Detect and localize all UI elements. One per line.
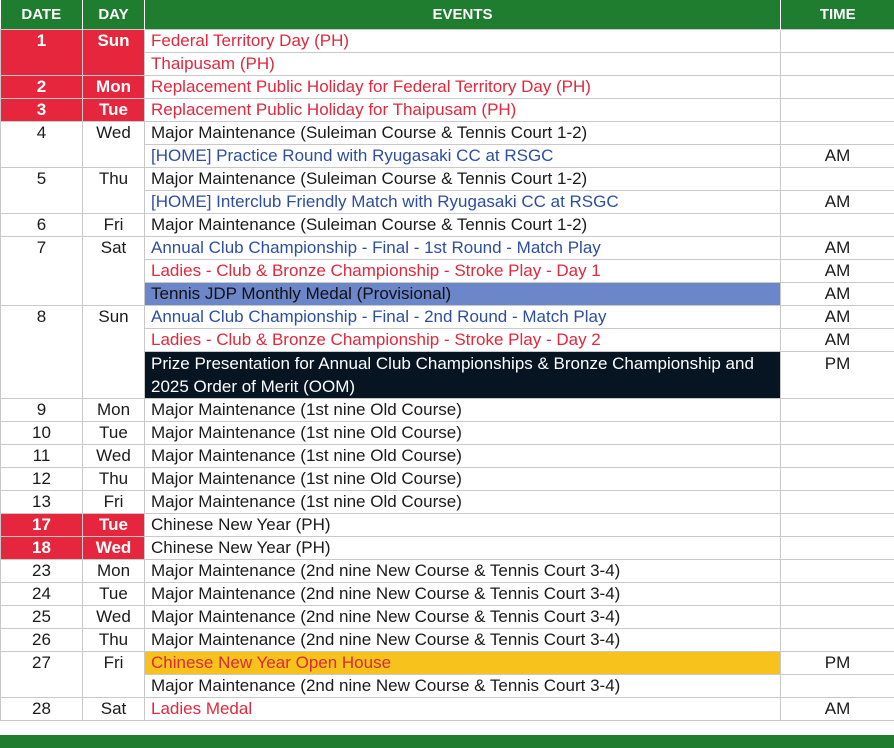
- event-cell: Major Maintenance (1st nine Old Course): [145, 491, 781, 514]
- event-cell: [HOME] Practice Round with Ryugasaki CC at RSGC: [145, 145, 781, 168]
- time-cell: [781, 583, 894, 606]
- event-cell: Replacement Public Holiday for Thaipusam (PH): [145, 99, 781, 122]
- date-cell: 28: [1, 698, 83, 721]
- header-row: [1, 0, 894, 30]
- table-row: [1, 560, 894, 583]
- time-cell: [781, 30, 894, 53]
- table-row: [1, 99, 894, 122]
- date-cell: [1, 675, 83, 698]
- event-cell: Major Maintenance (Suleiman Course & Tennis Court 1-2): [145, 168, 781, 191]
- table-row: [1, 399, 894, 422]
- time-cell: [781, 514, 894, 537]
- time-cell: [781, 422, 894, 445]
- day-cell: Tue: [83, 422, 145, 445]
- time-cell: PM: [781, 352, 894, 399]
- date-cell: [1, 53, 83, 76]
- table-row: [1, 122, 894, 145]
- time-cell: AM: [781, 698, 894, 721]
- day-cell: Wed: [83, 606, 145, 629]
- table-row: [1, 422, 894, 445]
- time-cell: [781, 537, 894, 560]
- table-row: [1, 329, 894, 352]
- events-column-header: EVENTS: [145, 0, 781, 30]
- day-column-header: DAY: [83, 0, 145, 30]
- time-cell: [781, 606, 894, 629]
- event-cell: Ladies Medal: [145, 698, 781, 721]
- day-cell: Fri: [83, 214, 145, 237]
- table-row: [1, 514, 894, 537]
- date-cell: 7: [1, 237, 83, 260]
- date-cell: 23: [1, 560, 83, 583]
- date-cell: 3: [1, 99, 83, 122]
- time-cell: AM: [781, 329, 894, 352]
- date-cell: 13: [1, 491, 83, 514]
- event-cell: Federal Territory Day (PH): [145, 30, 781, 53]
- time-cell: [781, 629, 894, 652]
- table-row: [1, 30, 894, 53]
- day-cell: [83, 675, 145, 698]
- time-cell: [781, 399, 894, 422]
- table-row: [1, 352, 894, 399]
- time-cell: [781, 445, 894, 468]
- day-cell: Fri: [83, 491, 145, 514]
- table-row: [1, 491, 894, 514]
- date-cell: 9: [1, 399, 83, 422]
- date-cell: [1, 329, 83, 352]
- event-cell: Major Maintenance (1st nine Old Course): [145, 422, 781, 445]
- event-cell: Major Maintenance (Suleiman Course & Tennis Court 1-2): [145, 122, 781, 145]
- day-cell: Sun: [83, 30, 145, 53]
- time-cell: [781, 53, 894, 76]
- event-cell: Major Maintenance (2nd nine New Course & Tennis Court 3-4): [145, 583, 781, 606]
- table-row: [1, 583, 894, 606]
- date-cell: 18: [1, 537, 83, 560]
- day-cell: [83, 191, 145, 214]
- time-cell: [781, 99, 894, 122]
- time-cell: [781, 560, 894, 583]
- table-row: [1, 283, 894, 306]
- day-cell: Tue: [83, 583, 145, 606]
- event-cell: Major Maintenance (2nd nine New Course & Tennis Court 3-4): [145, 675, 781, 698]
- time-cell: PM: [781, 652, 894, 675]
- event-cell: Major Maintenance (1st nine Old Course): [145, 468, 781, 491]
- table-row: [1, 606, 894, 629]
- day-cell: Mon: [83, 560, 145, 583]
- table-row: [1, 237, 894, 260]
- day-cell: Tue: [83, 514, 145, 537]
- table-row: [1, 468, 894, 491]
- time-cell: [781, 76, 894, 99]
- date-cell: 26: [1, 629, 83, 652]
- time-cell: AM: [781, 237, 894, 260]
- event-cell: Major Maintenance (1st nine Old Course): [145, 399, 781, 422]
- date-cell: [1, 191, 83, 214]
- table-row: [1, 652, 894, 675]
- day-cell: Fri: [83, 652, 145, 675]
- time-cell: AM: [781, 191, 894, 214]
- day-cell: Sat: [83, 698, 145, 721]
- date-cell: 2: [1, 76, 83, 99]
- date-cell: 17: [1, 514, 83, 537]
- day-cell: Thu: [83, 168, 145, 191]
- event-cell: Major Maintenance (2nd nine New Course & Tennis Court 3-4): [145, 606, 781, 629]
- time-cell: AM: [781, 306, 894, 329]
- event-cell: Major Maintenance (2nd nine New Course & Tennis Court 3-4): [145, 629, 781, 652]
- day-cell: [83, 352, 145, 399]
- day-cell: Wed: [83, 122, 145, 145]
- day-cell: Sat: [83, 237, 145, 260]
- table-row: [1, 168, 894, 191]
- day-cell: Mon: [83, 76, 145, 99]
- date-cell: 5: [1, 168, 83, 191]
- day-cell: Sun: [83, 306, 145, 329]
- time-cell: [781, 214, 894, 237]
- time-cell: [781, 122, 894, 145]
- event-cell: [HOME] Interclub Friendly Match with Ryugasaki CC at RSGC: [145, 191, 781, 214]
- day-cell: Mon: [83, 399, 145, 422]
- time-cell: [781, 491, 894, 514]
- time-cell: AM: [781, 145, 894, 168]
- table-row: [1, 675, 894, 698]
- table-row: [1, 698, 894, 721]
- time-cell: [781, 675, 894, 698]
- date-cell: 12: [1, 468, 83, 491]
- event-cell-highlighted: Tennis JDP Monthly Medal (Provisional): [145, 283, 781, 306]
- prize-presentation-text: Prize Presentation for Annual Club Championships & Bronze Championship and 2025 Order of Merit (OOM): [151, 354, 754, 396]
- table-row: [1, 445, 894, 468]
- date-cell: 25: [1, 606, 83, 629]
- event-cell: Ladies - Club & Bronze Championship - Stroke Play - Day 1: [145, 260, 781, 283]
- day-cell: Thu: [83, 629, 145, 652]
- date-cell: [1, 283, 83, 306]
- day-cell: Thu: [83, 468, 145, 491]
- event-cell: Ladies - Club & Bronze Championship - Stroke Play - Day 2: [145, 329, 781, 352]
- table-row: [1, 629, 894, 652]
- table-row: [1, 260, 894, 283]
- time-cell: AM: [781, 283, 894, 306]
- date-cell: 27: [1, 652, 83, 675]
- date-column-header: DATE: [1, 0, 83, 30]
- date-cell: 8: [1, 306, 83, 329]
- table-row: [1, 145, 894, 168]
- date-cell: [1, 260, 83, 283]
- event-cell: Replacement Public Holiday for Federal Territory Day (PH): [145, 76, 781, 99]
- table-row: [1, 214, 894, 237]
- day-cell: [83, 283, 145, 306]
- date-cell: 4: [1, 122, 83, 145]
- date-cell: 24: [1, 583, 83, 606]
- table-row: [1, 537, 894, 560]
- date-cell: [1, 145, 83, 168]
- time-cell: [781, 468, 894, 491]
- date-cell: 6: [1, 214, 83, 237]
- day-cell: Wed: [83, 445, 145, 468]
- event-cell-highlighted: [145, 352, 781, 399]
- day-cell: [83, 145, 145, 168]
- day-cell: Tue: [83, 99, 145, 122]
- table-row: [1, 191, 894, 214]
- time-cell: AM: [781, 260, 894, 283]
- day-cell: Wed: [83, 537, 145, 560]
- table-row: [1, 76, 894, 99]
- date-cell: [1, 352, 83, 399]
- table-row: [1, 306, 894, 329]
- event-cell: Major Maintenance (2nd nine New Course & Tennis Court 3-4): [145, 560, 781, 583]
- table-row: [1, 53, 894, 76]
- day-cell: [83, 53, 145, 76]
- date-cell: 11: [1, 445, 83, 468]
- event-cell: Chinese New Year (PH): [145, 537, 781, 560]
- day-cell: [83, 260, 145, 283]
- time-cell: [781, 168, 894, 191]
- event-cell-highlighted: Chinese New Year Open House: [145, 652, 781, 675]
- time-column-header: TIME: [781, 0, 894, 30]
- event-cell: Major Maintenance (Suleiman Course & Tennis Court 1-2): [145, 214, 781, 237]
- event-cell: Major Maintenance (1st nine Old Course): [145, 445, 781, 468]
- footer-bar: [0, 735, 894, 748]
- date-cell: 1: [1, 30, 83, 53]
- event-cell: Thaipusam (PH): [145, 53, 781, 76]
- date-cell: 10: [1, 422, 83, 445]
- event-cell: Annual Club Championship - Final - 2nd Round - Match Play: [145, 306, 781, 329]
- event-cell: Annual Club Championship - Final - 1st Round - Match Play: [145, 237, 781, 260]
- day-cell: [83, 329, 145, 352]
- event-cell: Chinese New Year (PH): [145, 514, 781, 537]
